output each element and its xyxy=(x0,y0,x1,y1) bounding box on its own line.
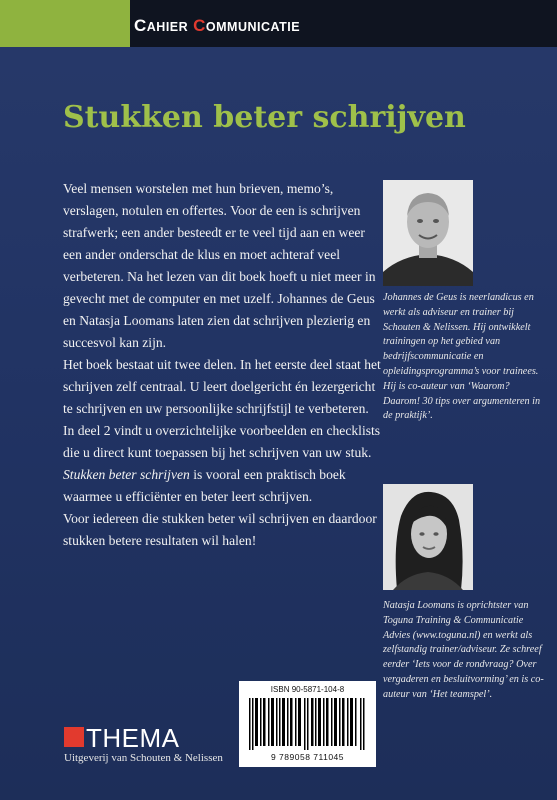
publisher-logo: THEMA xyxy=(86,723,180,753)
blurb-paragraph: Stukken beter schrijven is vooral een praktisch boek waarmee u efficiënter en beter leert schrijven. xyxy=(63,467,346,504)
barcode-icon xyxy=(249,698,366,750)
series-header-bar xyxy=(0,0,557,47)
barcode-number: 9 789058 711045 xyxy=(270,752,345,762)
series-name: CAHIER COMMUNICATIE xyxy=(134,16,301,35)
thema-logo-square-icon xyxy=(64,727,84,747)
author-photo-natasja xyxy=(383,484,473,590)
barcode-label xyxy=(239,681,376,767)
isbn-text: ISBN 90-5871-104-8 xyxy=(270,685,345,694)
blurb-text xyxy=(63,178,383,552)
author-bio-johannes: Johannes de Geus is neerlandicus en werkt als adviseur en trainer bij Schouten & Nelissen. Hij ontwikkelt trainingen op het gebied van bedrijfscommunicatie en opleidingsprogramma’s voor trainees. Hij is co-auteur van ‘Waarom? Daarom! 30 tips over argumenteren in de praktijk’. xyxy=(383,292,541,422)
book-title: Stukken beter schrijven xyxy=(63,100,466,135)
blurb-paragraph: In deel 2 vindt u overzichtelijke voorbeelden en checklists die u direct kunt toepassen bij het schrijven van uw stuk. xyxy=(63,423,381,460)
author-bio-natasja: Natasja Loomans is oprichtster van Toguna Training & Communicatie Advies (www.toguna.nl) en werkt als zelfstandig trainer/adviseur. Ze schreef eerder ‘Iets voor de rondvraag? Over vergaderen en besluitvorming’ en is co-auteur van ‘Het teamspel’. xyxy=(383,600,544,700)
blurb-paragraph: Het boek bestaat uit twee delen. In het eerste deel staat het schrijven zelf centraal. U leert doelgericht én lezergericht te schrijven en uw persoonlijke schrijfstijl te verbeteren. xyxy=(63,357,381,416)
blurb-paragraph: Voor iedereen die stukken beter wil schrijven en daardoor stukken betere resultaten wil halen! xyxy=(63,511,377,548)
blurb-paragraph: Veel mensen worstelen met hun brieven, memo’s, verslagen, notulen en offertes. Voor de een is schrijven strafwerk; een ander besteedt er te veel tijd aan en weer een ander onderschat de klus en moet achteraf veel verbeteren. Na het lezen van dit boek hoeft u niet meer in gevecht met de computer en met uzelf. Johannes de Geus en Natasja Loomans laten zien dat schrijven plezierig en succesvol kan zijn. xyxy=(63,181,376,350)
publisher-name: Uitgeverij van Schouten & Nelissen xyxy=(64,752,223,764)
author-photo-johannes xyxy=(383,180,473,286)
series-green-block xyxy=(0,0,130,47)
